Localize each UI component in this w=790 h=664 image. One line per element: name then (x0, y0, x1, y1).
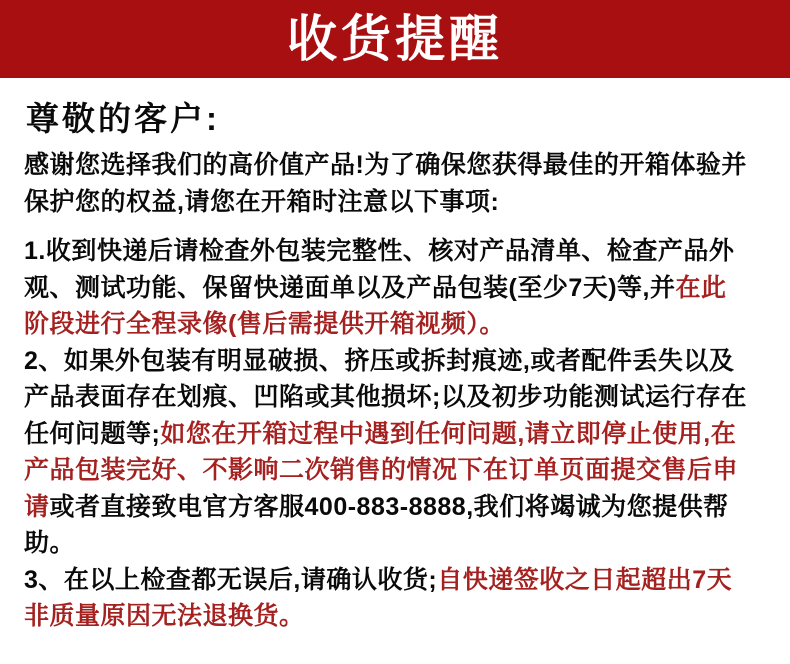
text-line (24, 147, 766, 184)
text-line (24, 343, 766, 380)
text-line (24, 270, 766, 307)
page-title: 收货提醒 (287, 9, 503, 68)
text-line (24, 489, 766, 526)
text-segment: 阶段进行全程录像(售后需提供开箱视频）。 (24, 310, 505, 338)
text-line (24, 184, 766, 221)
header-banner (0, 0, 790, 78)
text-line (24, 452, 766, 489)
text-segment: 或者直接致电官方客服400-883-8888,我们将竭诚为您提供帮 (49, 492, 729, 521)
intro-paragraph (24, 147, 766, 221)
text-segment: 3、在以上检查都无误后,请确认收货; (24, 565, 438, 594)
text-line (24, 598, 766, 635)
text-segment: 产品包装完好、不影响二次销售的情况下在订单页面提交售后申 (24, 456, 739, 484)
text-segment: 在此 (675, 273, 727, 302)
text-segment: 2、如果外包装有明显破损、挤压或拆封痕迹,或者配件丢失以及 (24, 346, 735, 375)
text-segment: 保护您的权益,请您在开箱时注意以下事项: (24, 188, 500, 216)
notice-items (24, 233, 766, 635)
text-segment: 产品表面存在划痕、凹陷或其他损坏;以及初步功能测试运行存在 (24, 383, 747, 411)
text-line (24, 233, 766, 270)
text-segment: 观、测试功能、保留快递面单以及产品包装(至少7天)等,并 (24, 273, 676, 302)
greeting: 尊敬的客户: (26, 100, 220, 137)
notice-body (0, 98, 790, 635)
text-segment: 如您在开箱过程中遇到任何问题,请立即停止使用,在 (160, 419, 737, 448)
text-segment: 1.收到快递后请检查外包装完整性、核对产品清单、检查产品外 (24, 237, 735, 265)
text-segment: 非质量原因无法退换货。 (24, 602, 305, 630)
text-segment: 自快递签收之日起超出7天 (437, 565, 733, 594)
text-line (24, 416, 766, 453)
text-line (24, 379, 766, 416)
text-segment: 感谢您选择我们的高价值产品!为了确保您获得最佳的开箱体验并 (24, 151, 747, 179)
text-segment: 任何问题等; (24, 419, 161, 448)
text-segment: 请 (24, 492, 50, 521)
text-line (24, 562, 766, 599)
text-line (24, 525, 766, 562)
text-line (24, 306, 766, 343)
text-segment: 助。 (24, 529, 76, 557)
